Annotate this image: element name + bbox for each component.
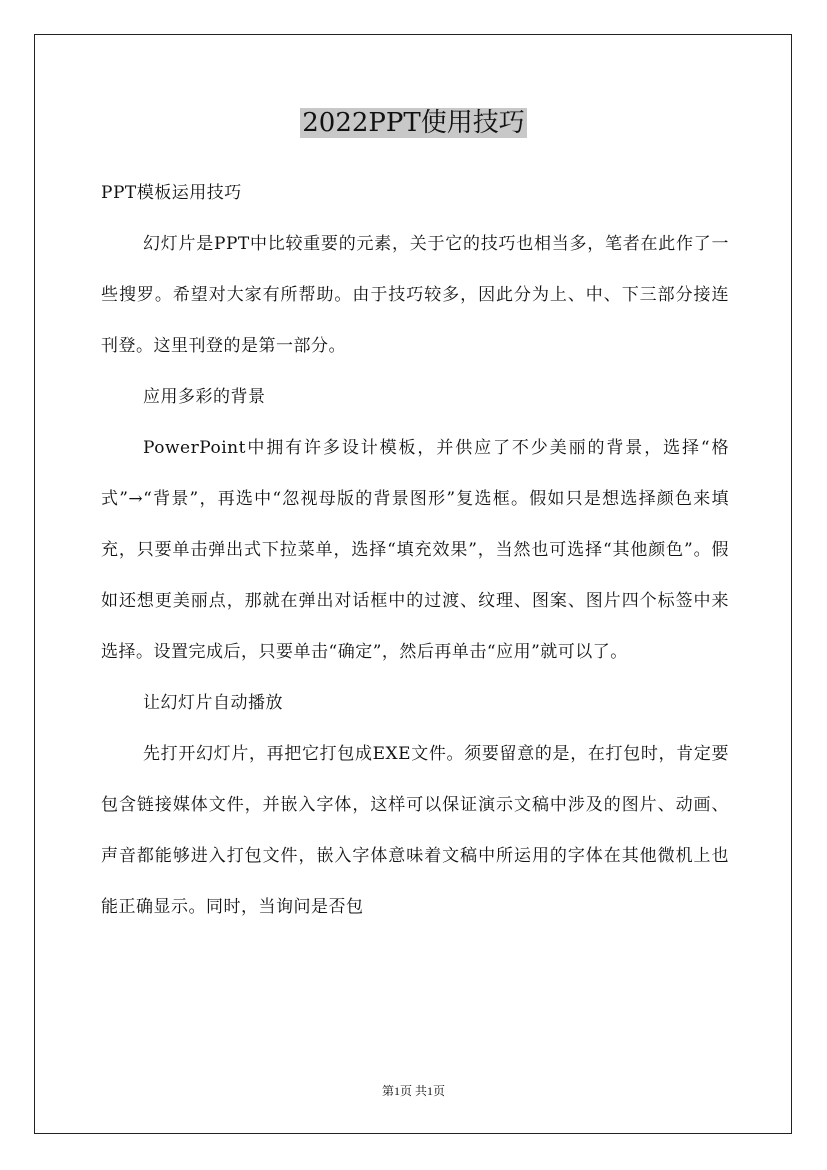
document-title bbox=[0, 104, 827, 142]
document-body bbox=[101, 168, 729, 933]
document-title-text: 2022PPT使用技巧 bbox=[302, 108, 525, 138]
page-number-footer: 第1页 共1页 bbox=[381, 1084, 445, 1098]
subheading-autoplay: 让幻灯片自动播放 bbox=[143, 693, 283, 713]
subheading-background: 应用多彩的背景 bbox=[143, 387, 266, 407]
paragraph-intro: 幻灯片是PPT中比较重要的元素，关于它的技巧也相当多，笔者在此作了一些搜罗。希望对大家有所帮助。由于技巧较多，因此分为上、中、下三部分接连刊登。这里刊登的是第一部分。 bbox=[101, 234, 729, 356]
paragraph-autoplay: 先打开幻灯片，再把它打包成EXE文件。须要留意的是，在打包时，肯定要包含链接媒体文件，并嵌入字体，这样可以保证演示文稿中涉及的图片、动画、声音都能够进入打包文件，嵌入字体意味着文稿中所运用的字体在其他微机上也能正确显示。同时，当询问是否包 bbox=[101, 744, 729, 917]
paragraph-background: PowerPoint中拥有许多设计模板，并供应了不少美丽的背景，选择“格式”→“背景”，再选中“忽视母版的背景图形”复选框。假如只是想选择颜色来填充，只要单击弹出式下拉菜单，选择“填充效果”，当然也可选择“其他颜色”。假如还想更美丽点，那就在弹出对话框中的过渡、纹理、图案、图片四个标签中来选择。设置完成后，只要单击“确定”，然后再单击“应用”就可以了。 bbox=[101, 438, 729, 662]
section-heading: PPT模板运用技巧 bbox=[101, 183, 242, 203]
